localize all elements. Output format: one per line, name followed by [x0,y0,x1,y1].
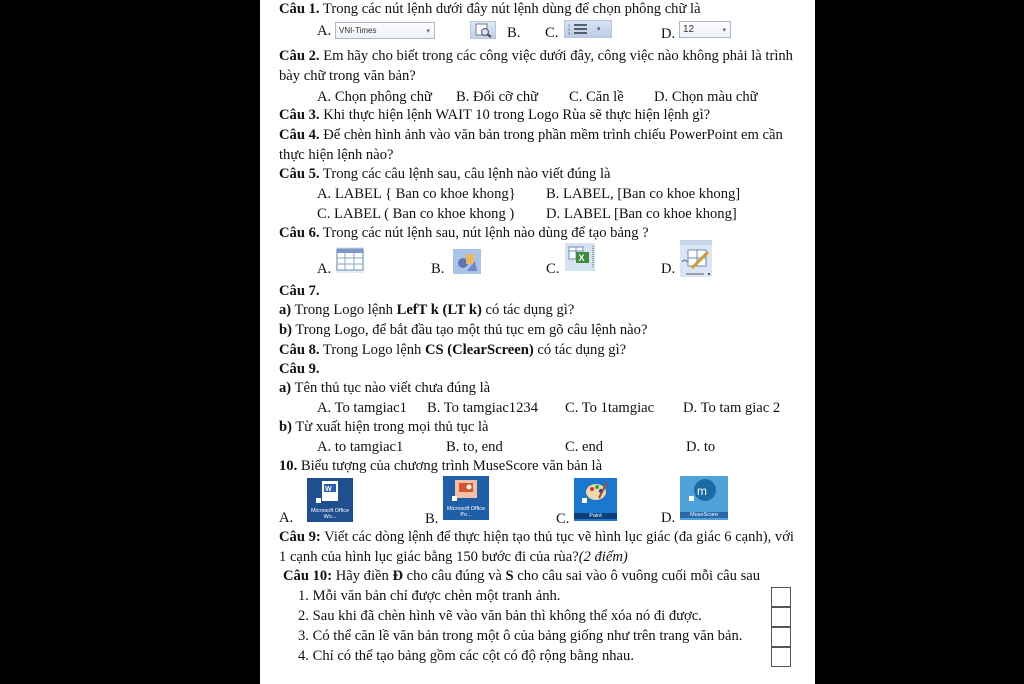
question-text: có tác dụng gì? [533,342,627,358]
font-size-combo [679,21,731,38]
question-number: Câu 9: [279,529,321,545]
question-text: Biểu tượng của chương trình MuseScore văn bản là [297,458,603,474]
question-number: Câu 9. [279,361,320,377]
question-text: cho câu sai vào ô vuông cuối mỗi câu sau [513,568,761,584]
question-text: Trong Logo lệnh [291,302,397,318]
option-a: A. to tamgiac1 [317,439,404,455]
option-d: D. to [686,439,716,455]
svg-text:X: X [578,253,585,263]
option-b: B. Đổi cỡ chữ [456,89,539,105]
option-d: D. To tam giac 2 [683,400,781,416]
question-text: Em hãy cho biết trong các công việc dưới đây, công việc nào không phải là trình [319,48,793,64]
excel-table-icon [565,243,595,271]
question-number: Câu 1. [279,1,320,17]
question-6 [279,224,649,242]
command-name: CS (ClearScreen) [424,342,534,358]
question-9a [279,379,490,397]
question-number: 10. [279,458,298,474]
question-3 [279,106,710,124]
word-app-icon [307,478,353,522]
question-9b [279,418,489,436]
option-c: C. To 1tamgiac [565,400,655,416]
answer-box-4[interactable] [771,647,791,667]
sub-label: a) [279,380,292,396]
question-number: Câu 8. [279,342,320,358]
svg-text:2: 2 [568,27,570,32]
option-a: A. Chọn phông chữ [317,89,432,105]
question-text: có tác dụng gì? [481,302,575,318]
option-a: A. To tamgiac1 [317,400,407,416]
sub-label: b) [279,322,292,338]
svg-text:1: 1 [568,23,570,28]
question-10 [279,457,602,475]
option-c: C. end [565,439,604,455]
question-text-cont: bày chữ trong văn bản? [279,68,416,84]
command-name: LefT k (LT k) [396,302,482,318]
musescore-app-icon [680,476,728,520]
svg-text:▾: ▾ [597,25,601,33]
option-c: C. LABEL ( Ban co khoe khong ) [317,206,515,222]
shapes-icon [453,249,481,274]
sub-label: b) [279,419,292,435]
statement-item: 4. Chỉ có thể tạo bảng gồm các cột có độ rộng bằng nhau. [298,648,634,664]
question-7-title [279,282,320,300]
option-a-label: A. [317,23,332,39]
icon-caption: Microsoft Office Wo... [310,508,350,520]
question-text-cont: thực hiện lệnh nào? [279,147,394,163]
question-text: Từ xuất hiện trong mọi thủ tục là [291,419,489,435]
font-combo-value: VNI-Times [339,26,377,35]
option-d: D. Chọn màu chữ [654,89,758,105]
question-text: Trong Logo, để bắt đầu tạo một thủ tục em gõ câu lệnh nào? [291,322,648,338]
question-5 [279,165,611,183]
size-combo-value: 12 [683,24,695,35]
insert-table-icon [335,246,365,274]
font-name-combo [335,22,435,39]
numbering-list-icon [564,20,612,38]
option-c: C. Căn lề [569,89,624,105]
svg-text:W: W [325,486,332,493]
icon-caption: Microsoft Office Po... [446,506,486,518]
icon-caption: Paint [574,513,617,519]
question-text: Trong các nút lệnh dưới đây nút lệnh dùng để chọn phông chữ là [319,1,701,17]
option-a-label: A. [317,261,332,277]
document-page [260,0,815,684]
statement-item: 3. Có thể căn lề văn bản trong một ô của bảng giống như trên trang văn bản. [298,628,743,644]
svg-text:m: m [697,484,707,498]
question-number: Câu 10: [283,568,333,584]
question-number: Câu 5. [279,166,320,182]
statement-item: 1. Mỗi văn bản chỉ được chèn một tranh ảnh. [298,588,561,604]
option-b-label: B. [507,25,521,41]
question-text: 1 cạnh của hình lục giác bằng 150 bước đi của rùa? [279,549,579,565]
icon-caption: MuseScore [680,512,728,518]
true-mark: Đ [392,568,403,584]
question-number: Câu 3. [279,107,320,123]
draw-table-icon [680,240,712,277]
option-b-label: B. [431,261,445,277]
question-text: cho câu đúng và [403,568,506,584]
question-number: Câu 2. [279,48,320,64]
points-label: (2 điểm) [578,549,628,565]
question-9-title [279,360,320,378]
false-mark: S [505,568,514,584]
question-text: Viết các dòng lệnh để thực hiện tạo thủ tục vẽ hình lục giác (đa giác 6 cạnh), với [320,529,794,545]
question-2 [279,47,793,65]
essay-question-9-cont [279,548,628,566]
question-text: Khi thực hiện lệnh WAIT 10 trong Logo Rùa sẽ thực hiện lệnh gì? [319,107,711,123]
question-text: Để chèn hình ảnh vào văn bản trong phần mềm trình chiếu PowerPoint em cần [319,127,783,143]
print-preview-icon [470,21,496,39]
option-d-label: D. [661,26,676,42]
question-1 [279,0,701,18]
powerpoint-app-icon [443,476,489,520]
option-d: D. LABEL [Ban co khoe khong] [546,206,737,222]
option-a-label: A. [279,510,294,526]
statement-item: 2. Sau khi đã chèn hình vẽ vào văn bản thì không thể xóa nó đi được. [298,608,702,624]
option-b: B. To tamgiac1234 [427,400,538,416]
essay-question-9 [279,528,794,546]
question-text: Trong các câu lệnh sau, câu lệnh nào viết đúng là [319,166,611,182]
answer-box-2[interactable] [771,607,791,627]
question-text: Trong các nút lệnh sau, nút lệnh nào dùng để tạo bảng ? [319,225,649,241]
option-c-label: C. [545,25,559,41]
question-4 [279,126,783,144]
question-7a [279,301,574,319]
question-number: Câu 6. [279,225,320,241]
question-number: Câu 7. [279,283,320,299]
option-c-label: C. [556,511,570,527]
answer-box-1[interactable] [771,587,791,607]
option-b: B. LABEL, [Ban co khoe khong] [546,186,741,202]
question-text: Hãy điền [332,568,393,584]
dropdown-arrow-icon: ▾ [426,28,430,35]
dropdown-arrow-icon: ▾ [722,27,726,34]
question-text: Trong Logo lệnh [319,342,425,358]
essay-question-10 [283,567,760,585]
question-7b [279,321,647,339]
question-text: Tên thủ tục nào viết chưa đúng là [291,380,491,396]
option-c-label: C. [546,261,560,277]
option-b-label: B. [425,511,439,527]
option-d-label: D. [661,261,676,277]
question-8 [279,341,626,359]
question-number: Câu 4. [279,127,320,143]
option-b: B. to, end [446,439,503,455]
option-a: A. LABEL { Ban co khoe khong} [317,186,516,202]
sub-label: a) [279,302,292,318]
option-d-label: D. [661,510,676,526]
answer-box-3[interactable] [771,627,791,647]
paint-app-icon [574,478,617,521]
svg-text:3: 3 [568,31,570,36]
